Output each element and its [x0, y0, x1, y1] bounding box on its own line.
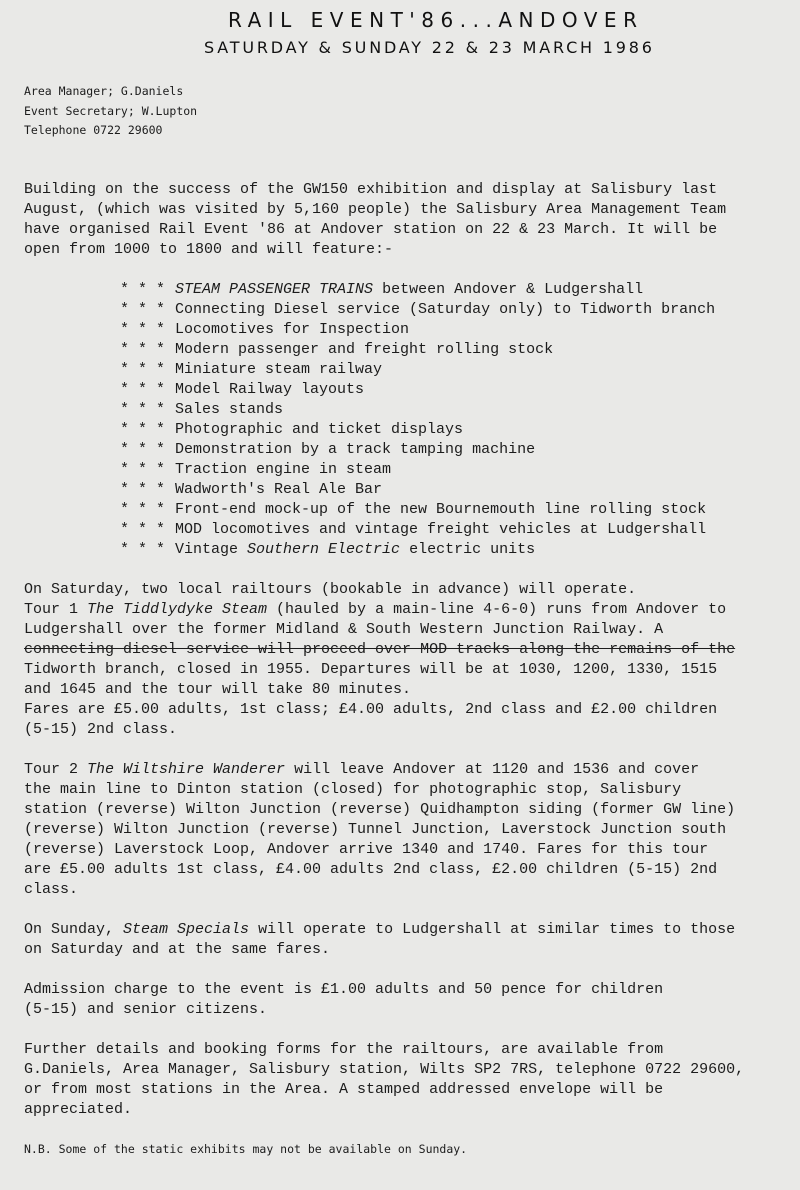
telephone: Telephone 0722 29600 — [24, 123, 163, 137]
tour1-line: Tidworth branch, closed in 1955. Departures will be at 1030, 1200, 1330, 1515 — [24, 661, 718, 678]
further-line: G.Daniels, Area Manager, Salisbury station, Wilts SP2 7RS, telephone 0722 29600, — [24, 1061, 745, 1078]
feature-text: Wadworth's Real Ale Bar — [175, 481, 383, 498]
bullet-stars: * * * — [120, 421, 166, 438]
page-title: RAIL EVENT'86...ANDOVER — [228, 8, 644, 32]
tour1-line: On Saturday, two local railtours (bookable in advance) will operate. — [24, 581, 637, 598]
tour2-paragraph — [24, 760, 766, 900]
tour1-line-struck: connecting diesel service will proceed over MOD tracks along the remains of the — [24, 641, 736, 658]
tour1-text: Tour 1 — [24, 601, 88, 618]
further-line: or from most stations in the Area. A stamped addressed envelope will be — [24, 1081, 664, 1098]
feature-text: Front-end mock-up of the new Bournemouth line rolling stock — [175, 501, 707, 518]
sunday-line: on Saturday and at the same fares. — [24, 941, 331, 958]
feature-text: Traction engine in steam — [175, 461, 392, 478]
sunday-line — [24, 920, 766, 940]
list-item — [120, 360, 715, 380]
feature-emphasis: Southern Electric — [247, 541, 401, 558]
intro-line: Building on the success of the GW150 exhibition and display at Salisbury last — [24, 181, 718, 198]
admission-line: (5-15) and senior citizens. — [24, 1001, 268, 1018]
tour1-paragraph — [24, 580, 766, 740]
list-item — [120, 380, 715, 400]
list-item — [120, 460, 715, 480]
intro-line: open from 1000 to 1800 and will feature:- — [24, 241, 394, 258]
list-item — [120, 500, 715, 520]
footnote: N.B. Some of the static exhibits may not be available on Sunday. — [24, 1142, 468, 1156]
list-item — [120, 340, 715, 360]
tour1-text: (hauled by a main-line 4-6-0) runs from Andover to — [267, 601, 727, 618]
further-line: Further details and booking forms for the railtours, are available from — [24, 1041, 664, 1058]
feature-text: Demonstration by a track tamping machine — [175, 441, 536, 458]
tour1-line: (5-15) 2nd class. — [24, 721, 178, 738]
bullet-stars: * * * — [120, 341, 166, 358]
list-item — [120, 320, 715, 340]
list-item — [120, 540, 715, 560]
feature-text: Vintage — [175, 541, 248, 558]
tour1-line: Fares are £5.00 adults, 1st class; £4.00 adults, 2nd class and £2.00 children — [24, 701, 718, 718]
admission-line: Admission charge to the event is £1.00 adults and 50 pence for children — [24, 981, 664, 998]
tour1-name: The Tiddlydyke Steam — [87, 601, 268, 618]
intro-line: August, (which was visited by 5,160 people) the Salisbury Area Management Team — [24, 201, 727, 218]
tour1-line: and 1645 and the tour will take 80 minutes. — [24, 681, 412, 698]
bullet-stars: * * * — [120, 481, 166, 498]
bullet-stars: * * * — [120, 381, 166, 398]
admission-paragraph — [24, 980, 766, 1020]
list-item — [120, 440, 715, 460]
tour2-line: the main line to Dinton station (closed) for photographic stop, Salisbury — [24, 781, 682, 798]
further-details-paragraph — [24, 1040, 766, 1120]
feature-text: between Andover & Ludgershall — [373, 281, 644, 298]
tour2-line: (reverse) Laverstock Loop, Andover arrive 1340 and 1740. Fares for this tour — [24, 841, 709, 858]
tour2-line: station (reverse) Wilton Junction (reverse) Quidhampton siding (former GW line) — [24, 801, 736, 818]
bullet-stars: * * * — [120, 521, 166, 538]
further-line: appreciated. — [24, 1101, 133, 1118]
feature-text: Modern passenger and freight rolling stock — [175, 341, 554, 358]
feature-text: Connecting Diesel service (Saturday only) to Tidworth branch — [175, 301, 716, 318]
sunday-text: will operate to Ludgershall at similar times to those — [249, 921, 736, 938]
tour1-line: Ludgershall over the former Midland & South Western Junction Railway. A — [24, 621, 664, 638]
tour2-text: Tour 2 — [24, 761, 88, 778]
list-item — [120, 280, 715, 300]
list-item — [120, 420, 715, 440]
bullet-stars: * * * — [120, 441, 166, 458]
tour2-line: are £5.00 adults 1st class, £4.00 adults 2nd class, £2.00 children (5-15) 2nd — [24, 861, 718, 878]
feature-text: MOD locomotives and vintage freight vehicles at Ludgershall — [175, 521, 707, 538]
bullet-stars: * * * — [120, 321, 166, 338]
bullet-stars: * * * — [120, 501, 166, 518]
list-item — [120, 520, 715, 540]
tour2-line — [24, 760, 766, 780]
feature-text: electric units — [400, 541, 536, 558]
tour2-text: will leave Andover at 1120 and 1536 and cover — [285, 761, 700, 778]
event-dates: SATURDAY & SUNDAY 22 & 23 MARCH 1986 — [204, 38, 655, 57]
sunday-emphasis: Steam Specials — [123, 921, 250, 938]
list-item — [120, 300, 715, 320]
feature-text: Sales stands — [175, 401, 284, 418]
bullet-stars: * * * — [120, 281, 166, 298]
sunday-text: On Sunday, — [24, 921, 124, 938]
feature-text: Miniature steam railway — [175, 361, 383, 378]
event-secretary: Event Secretary; W.Lupton — [24, 103, 198, 118]
bullet-stars: * * * — [120, 461, 166, 478]
sunday-paragraph — [24, 920, 766, 960]
tour2-line: class. — [24, 881, 79, 898]
tour2-name: The Wiltshire Wanderer — [87, 761, 286, 778]
bullet-stars: * * * — [120, 401, 166, 418]
intro-line: have organised Rail Event '86 at Andover station on 22 & 23 March. It will be — [24, 221, 718, 238]
feature-text: Model Railway layouts — [175, 381, 365, 398]
feature-text: Photographic and ticket displays — [175, 421, 464, 438]
feature-list — [120, 280, 715, 560]
list-item — [120, 400, 715, 420]
tour2-line: (reverse) Wilton Junction (reverse) Tunnel Junction, Laverstock Junction south — [24, 821, 727, 838]
tour1-line — [24, 600, 766, 620]
list-item — [120, 480, 715, 500]
bullet-stars: * * * — [120, 541, 166, 558]
bullet-stars: * * * — [120, 301, 166, 318]
bullet-stars: * * * — [120, 361, 166, 378]
area-manager: Area Manager; G.Daniels — [24, 84, 184, 98]
feature-emphasis: STEAM PASSENGER TRAINS — [175, 281, 374, 298]
contact-block — [24, 82, 197, 141]
feature-text: Locomotives for Inspection — [175, 321, 410, 338]
intro-paragraph — [24, 180, 766, 260]
